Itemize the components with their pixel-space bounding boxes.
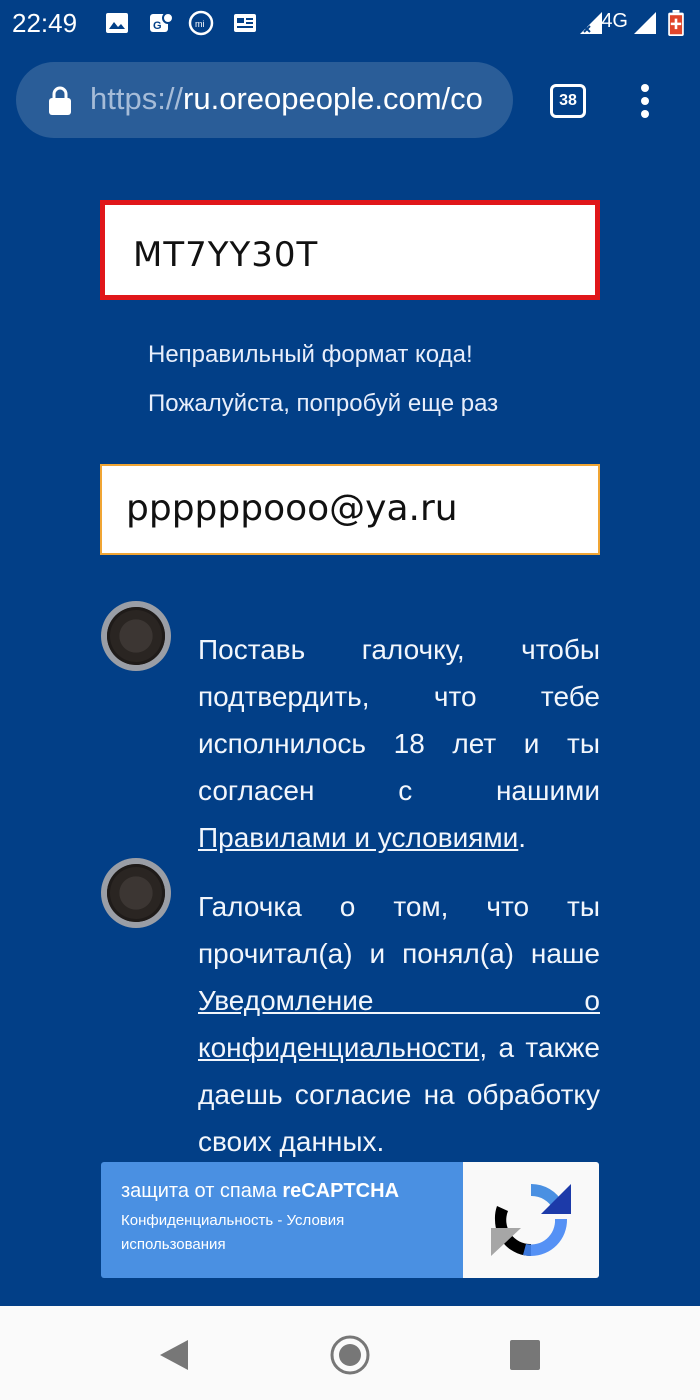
recaptcha-title-prefix: защита от спама bbox=[121, 1180, 283, 1202]
email-input-value: ppppppooo@ya.ru bbox=[126, 488, 458, 529]
url-host: ru.oreopeople.com/co bbox=[183, 81, 483, 116]
privacy-consent-suffix: , а также даешь согласие на обработку своих данных. bbox=[198, 1032, 600, 1157]
code-input-value: MT7YY30T bbox=[133, 235, 319, 275]
age-consent-checkbox[interactable] bbox=[101, 601, 171, 671]
system-nav-bar bbox=[0, 1306, 700, 1400]
url-text[interactable] bbox=[90, 81, 500, 117]
tab-switcher-button[interactable]: 38 bbox=[550, 84, 586, 118]
mi-icon bbox=[188, 10, 214, 36]
recaptcha-title bbox=[121, 1180, 451, 1203]
age-consent-suffix: . bbox=[518, 822, 527, 853]
age-consent-label: Поставь галочку, чтобы подтвердить, что тебе исполнилось 18 лет и ты согласен с нашими bbox=[198, 634, 600, 806]
battery-icon bbox=[666, 10, 686, 36]
browser-toolbar bbox=[0, 48, 700, 152]
recaptcha-terms-link[interactable]: Условия использования bbox=[121, 1212, 345, 1253]
recaptcha-brand: reCAPTCHA bbox=[282, 1180, 400, 1202]
oreo-cookie-icon bbox=[107, 607, 165, 665]
email-input[interactable] bbox=[100, 464, 600, 555]
privacy-consent-text bbox=[198, 883, 600, 1165]
svg-text:mi: mi bbox=[195, 19, 205, 29]
news-icon bbox=[232, 10, 258, 36]
status-bar bbox=[0, 0, 700, 48]
menu-icon[interactable] bbox=[640, 84, 650, 118]
signal-strength-icon bbox=[632, 10, 658, 36]
status-time: 22:49 bbox=[12, 8, 78, 38]
code-input[interactable] bbox=[100, 200, 600, 300]
privacy-consent-label: Галочка о том, что ты прочитал(а) и понял(а) наше bbox=[198, 891, 600, 969]
back-icon[interactable] bbox=[154, 1334, 196, 1376]
recaptcha-badge bbox=[101, 1162, 599, 1278]
recaptcha-privacy-link[interactable]: Конфиденциальность bbox=[121, 1212, 274, 1229]
age-consent-text bbox=[198, 626, 600, 861]
svg-text:G: G bbox=[153, 20, 162, 32]
privacy-notice-link[interactable]: Уведомление о конфиденциальности bbox=[198, 985, 600, 1063]
network-type: 4G bbox=[601, 10, 628, 32]
url-scheme: https:// bbox=[90, 81, 184, 116]
recents-icon[interactable] bbox=[504, 1334, 546, 1376]
code-error-message: Неправильный формат кода! Пожалуйста, попробуй еще раз bbox=[148, 341, 499, 417]
recaptcha-separator: - bbox=[273, 1212, 287, 1229]
recaptcha-logo-panel bbox=[463, 1162, 599, 1278]
maps-icon bbox=[148, 10, 174, 36]
terms-link[interactable]: Правилами и условиями bbox=[198, 822, 519, 853]
privacy-consent-checkbox[interactable] bbox=[101, 858, 171, 928]
signal-icon bbox=[578, 10, 604, 36]
address-bar[interactable] bbox=[16, 62, 513, 138]
lock-icon bbox=[46, 86, 74, 116]
home-icon[interactable] bbox=[329, 1334, 371, 1376]
recaptcha-logo-icon bbox=[463, 1162, 599, 1278]
gallery-icon bbox=[104, 10, 130, 36]
oreo-cookie-icon bbox=[107, 864, 165, 922]
